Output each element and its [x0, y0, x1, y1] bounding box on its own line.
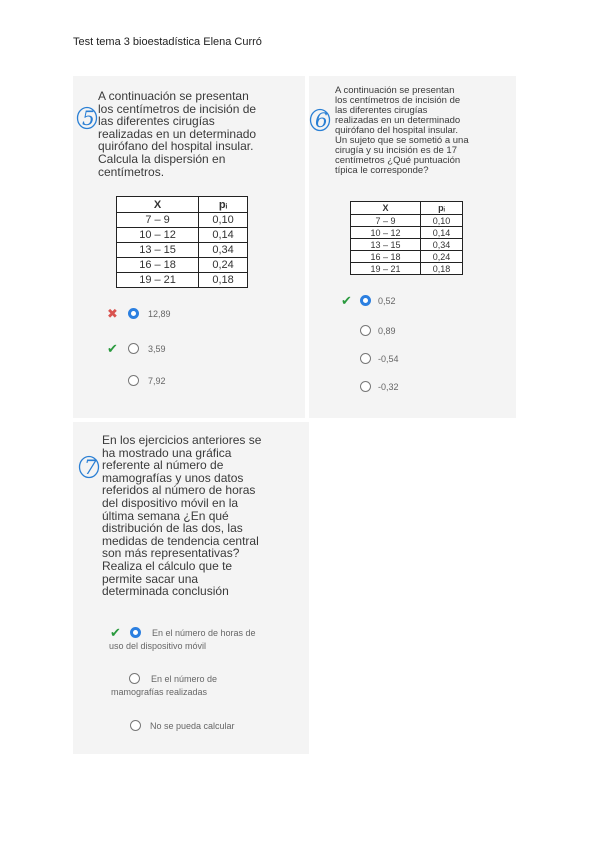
answer-option[interactable]	[360, 353, 399, 366]
correct-mark-icon: ✔	[341, 293, 352, 308]
frequency-table-6	[350, 201, 463, 275]
table-row	[117, 258, 248, 273]
radio-button[interactable]	[128, 343, 139, 354]
answer-option[interactable]	[130, 720, 235, 733]
radio-button[interactable]	[130, 720, 141, 731]
table-header: X	[351, 202, 421, 215]
table-cell: 7 – 9	[117, 213, 199, 228]
table-cell: 0,10	[199, 213, 248, 228]
radio-button[interactable]	[360, 381, 371, 392]
question-text-6: A continuación se presentan los centímetros de incisión de las diferentes cirugías realizadas en un determinado quirófano del hospital insular. Un sujeto que se sometió a una cirugía y su incisión es de 17 centímetros ¿Qué puntuación típica le corresponde?	[335, 85, 469, 176]
question-card-5	[73, 76, 305, 418]
table-cell: 0,10	[421, 215, 463, 227]
answer-option[interactable]	[360, 381, 399, 394]
table-cell: 19 – 21	[351, 263, 421, 275]
table-cell: 7 – 9	[351, 215, 421, 227]
table-cell: 0,18	[199, 273, 248, 288]
answer-option[interactable]	[111, 673, 301, 698]
table-cell: 0,18	[421, 263, 463, 275]
radio-button-selected[interactable]	[360, 295, 371, 306]
question-text-7: En los ejercicios anteriores se ha mostrado una gráfica referente al número de mamografías y unos datos referidos al número de horas del dispositivo móvil en la última semana ¿En qué distribución de las dos, las medidas de tendencia central son más representativas? Realiza el cálculo que te permite sacar una determinada conclusión	[102, 433, 262, 599]
table-cell: 0,24	[199, 258, 248, 273]
table-cell: 13 – 15	[117, 243, 199, 258]
radio-button-selected[interactable]	[128, 308, 139, 319]
table-header: pᵢ	[199, 197, 248, 213]
option-label: 7,92	[148, 376, 166, 386]
answer-option[interactable]	[360, 295, 396, 308]
table-cell: 0,34	[421, 239, 463, 251]
answer-option[interactable]	[128, 375, 166, 388]
question-number-5: 5	[76, 106, 98, 130]
table-row	[351, 227, 463, 239]
wrong-mark-icon: ✖	[107, 306, 118, 321]
question-number-7: 7	[78, 455, 100, 479]
table-cell: 10 – 12	[351, 227, 421, 239]
option-label: 0,52	[378, 296, 396, 306]
radio-button[interactable]	[128, 375, 139, 386]
table-cell: 19 – 21	[117, 273, 199, 288]
table-row	[351, 251, 463, 263]
table-row	[351, 239, 463, 251]
table-row	[351, 215, 463, 227]
table-row	[117, 213, 248, 228]
correct-mark-icon: ✔	[110, 625, 121, 640]
table-cell: 13 – 15	[351, 239, 421, 251]
table-cell: 10 – 12	[117, 228, 199, 243]
answer-option[interactable]	[128, 343, 166, 356]
table-cell: 16 – 18	[117, 258, 199, 273]
answer-option[interactable]	[360, 325, 396, 338]
table-cell: 0,24	[421, 251, 463, 263]
table-row	[351, 263, 463, 275]
option-label: 12,89	[148, 309, 171, 319]
question-card-6	[309, 76, 516, 418]
table-cell: 0,34	[199, 243, 248, 258]
question-card-7	[73, 422, 309, 754]
frequency-table-5	[116, 196, 248, 288]
table-header: X	[117, 197, 199, 213]
answer-option[interactable]	[128, 308, 171, 321]
option-label: 3,59	[148, 344, 166, 354]
table-row	[117, 273, 248, 288]
table-cell: 0,14	[421, 227, 463, 239]
document-title: Test tema 3 bioestadística Elena Curró	[73, 36, 262, 48]
table-cell: 16 – 18	[351, 251, 421, 263]
table-header: pᵢ	[421, 202, 463, 215]
correct-mark-icon: ✔	[107, 341, 118, 356]
option-label: 0,89	[378, 326, 396, 336]
option-label: -0,54	[378, 354, 399, 364]
radio-button[interactable]	[360, 353, 371, 364]
table-row	[117, 228, 248, 243]
option-label: En el número de horas de uso del dispositivo móvil	[109, 628, 256, 651]
table-row	[117, 243, 248, 258]
radio-button[interactable]	[360, 325, 371, 336]
question-number-6: 6	[309, 108, 331, 132]
table-cell: 0,14	[199, 228, 248, 243]
option-label: En el número de mamografías realizadas	[111, 674, 218, 697]
option-label: -0,32	[378, 382, 399, 392]
question-text-5: A continuación se presentan los centímetros de incisión de las diferentes cirugías realizadas en un determinado quirófano del hospital insular. Calcula la dispersión en centímetros.	[98, 89, 257, 179]
option-label: No se pueda calcular	[150, 721, 235, 731]
answer-option[interactable]	[109, 627, 309, 652]
